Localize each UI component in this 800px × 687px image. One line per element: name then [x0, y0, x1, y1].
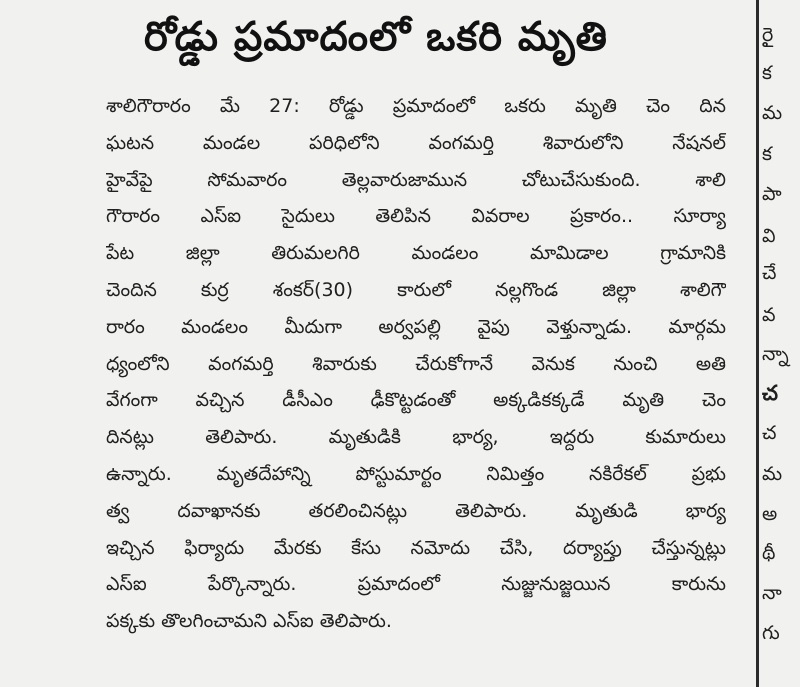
- headline: రోడ్డు ప్రమాదంలో ఒకరి మృతి: [144, 14, 608, 60]
- adjacent-fragment: వి: [762, 225, 776, 247]
- body-line: శాలిగౌరారం మే 27: రోడ్డు ప్రమాదంలో ఒకరు మృతి చెం దిన: [106, 95, 726, 117]
- adjacent-fragment: మ: [762, 463, 783, 485]
- adjacent-fragment: పా: [762, 183, 782, 205]
- adjacent-fragment: వ: [762, 304, 776, 326]
- adjacent-column: [762, 0, 800, 687]
- body-line: వేగంగా వచ్చిన డీసీఎం ఢీకొట్టడంతో అక్కడికక్కడే మృతి చెం: [106, 389, 726, 412]
- column-divider: [756, 0, 759, 687]
- adjacent-fragment: క: [762, 62, 772, 84]
- adjacent-fragment: గు: [762, 622, 780, 644]
- body-line: గౌరారం ఎస్ఐ సైదులు తెలిపిన వివరాల ప్రకారం.. సూర్యా: [106, 205, 726, 228]
- adjacent-fragment: థీ: [762, 542, 776, 564]
- body-line: ఎస్ఐ పేర్కొన్నారు. ప్రమాదంలో నుజ్జునుజ్జయిన కారును: [106, 573, 726, 596]
- adjacent-fragment: మ: [762, 102, 783, 124]
- body-line: పక్కకు తొలగించామని ఎస్ఐ తెలిపారు.: [106, 610, 392, 633]
- body-line: ఉన్నారు. మృతదేహాన్ని పోస్టుమార్టం నిమిత్తం నకిరేకల్ ప్రభు: [106, 462, 726, 485]
- body-line: పేట జిల్లా తిరుమలగిరి మండలం మామిడాల గ్రామానికి: [106, 242, 726, 265]
- body-line: ఇచ్చిన ఫిర్యాదు మేరకు కేసు నమోదు చేసి, దర్యాప్తు చేస్తున్నట్లు: [106, 536, 726, 559]
- body-line: ధ్యంలోని వంగమర్తి శివారుకు చేరుకోగానే వెనుక నుంచి అతి: [106, 352, 726, 375]
- adjacent-fragment: అ: [762, 503, 778, 525]
- adjacent-fragment: న్నా: [762, 343, 789, 365]
- body-line: దినట్లు తెలిపారు. మృతుడికి భార్య, ఇద్దరు కుమారులు: [106, 426, 726, 449]
- adjacent-fragment: రైౖ: [762, 24, 774, 46]
- adjacent-fragment: చ: [762, 381, 778, 405]
- adjacent-fragment: క: [762, 143, 772, 165]
- body-line: హైవేపై సోమవారం తెల్లవారుజామున చోటుచేసుకుంది. శాలి: [106, 168, 726, 191]
- adjacent-fragment: చ: [762, 422, 777, 444]
- adjacent-fragment: నా: [762, 582, 782, 604]
- body-line: త్వ దవాఖానకు తరలించినట్లు తెలిపారు. మృతుడి భార్య: [106, 499, 726, 522]
- body-line: చెందిన కుర్ర శంకర్(30) కారులో నల్లగొండ జిల్లా శాలిగౌ: [106, 278, 726, 301]
- article-body: [106, 88, 726, 640]
- adjacent-fragment: చే: [762, 262, 777, 284]
- body-line: ఘటన మండల పరిధిలోని వంగమర్తి శివారులోని నేషనల్: [106, 131, 726, 154]
- body-line: రారం మండలం మీదుగా అర్వపల్లి వైపు వెళ్తున్నాడు. మార్గమ: [106, 315, 726, 338]
